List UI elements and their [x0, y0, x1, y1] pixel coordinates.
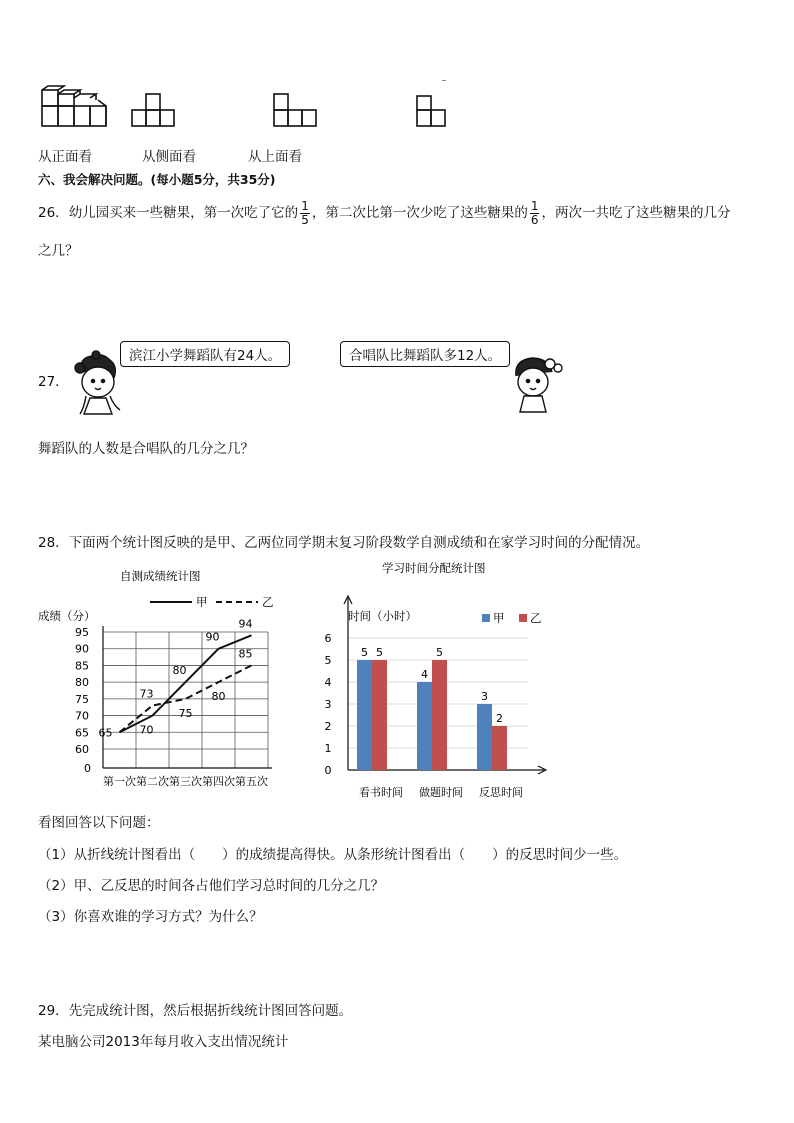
- data-label: 2: [496, 712, 503, 725]
- view-figures: [36, 80, 456, 132]
- bar-yi: [372, 660, 387, 770]
- chart-legend: [150, 595, 274, 609]
- x-tick-label: 第四次: [202, 775, 235, 788]
- question-27-text: 舞蹈队的人数是合唱队的几分之几？: [38, 441, 254, 457]
- question-text: 幼儿园买来一些糖果，第一次吃了它的: [68, 205, 299, 221]
- side-view-label: 从侧面看: [142, 149, 196, 165]
- top-view-label: 从上面看: [248, 149, 302, 165]
- legend-label-jia: 甲: [196, 595, 208, 609]
- y-tick-label: 3: [324, 698, 332, 711]
- legend-label-yi: 乙: [530, 611, 542, 625]
- bar-yi: [432, 660, 447, 770]
- y-tick-label: 5: [324, 654, 332, 667]
- y-tick-label: 0: [324, 764, 332, 777]
- question-29-subtitle: 某电脑公司2013年每月收入支出情况统计: [38, 1034, 289, 1050]
- chart-bars: [357, 660, 507, 770]
- y-tick-label: 6: [324, 632, 332, 645]
- y-tick-label: 4: [324, 676, 332, 689]
- question-26-continued: 之几？: [38, 243, 79, 259]
- fraction-numerator: 1: [530, 198, 539, 213]
- x-tick-label: 第二次: [136, 775, 169, 788]
- y-tick-label: 2: [324, 720, 332, 733]
- x-tick-label: 反思时间: [479, 786, 523, 799]
- line-chart: [36, 562, 306, 794]
- x-tick-label: 看书时间: [359, 786, 403, 799]
- data-label: 73: [139, 687, 154, 701]
- section-heading: 六、我会解决问题。(每小题5分，共35分): [38, 172, 276, 187]
- girl-illustration-right: [506, 352, 564, 414]
- y-tick-label: 60: [75, 743, 89, 756]
- question-28-sub-1: （1）从折线统计图看出（ ）的成绩提高得快。从条形统计图看出（ ）的反思时间少一些。: [38, 847, 628, 863]
- y-tick-label: 0: [84, 762, 91, 775]
- data-labels: [99, 617, 253, 739]
- fraction-one-sixth: [530, 200, 540, 227]
- bar-jia: [417, 682, 432, 770]
- chart-legend: [482, 611, 542, 625]
- y-tick-label: 75: [75, 692, 89, 706]
- data-label: 94: [238, 617, 253, 631]
- legend-swatch-yi: [519, 614, 527, 622]
- y-tick-label: 1: [324, 742, 332, 755]
- speech-bubble-right: 合唱队比舞蹈队多12人。: [340, 341, 510, 367]
- y-axis-label: 时间（小时）: [348, 609, 417, 623]
- data-label: 70: [139, 723, 154, 737]
- x-axis-ticks: [103, 774, 268, 788]
- speech-bubble-left: 滨江小学舞蹈队有24人。: [120, 341, 290, 367]
- question-28-sub-3: （3）你喜欢谁的学习方式？为什么？: [38, 909, 263, 925]
- data-label: 80: [172, 664, 187, 678]
- question-text: ，第二次比第一次少吃了这些糖果的: [311, 205, 528, 221]
- fraction-numerator: 1: [301, 198, 309, 213]
- chart-title: 学习时间分配统计图: [382, 561, 486, 575]
- data-label: 4: [421, 668, 428, 681]
- data-label: 3: [481, 690, 488, 703]
- data-label: 90: [205, 630, 220, 644]
- y-tick-label: 95: [75, 626, 89, 639]
- legend-label-yi: 乙: [262, 595, 274, 609]
- x-axis-ticks: [359, 785, 523, 799]
- question-number: 26．: [38, 205, 69, 221]
- question-text: 先完成统计图，然后根据折线统计图回答问题。: [68, 1003, 353, 1019]
- chart-title: 自测成绩统计图: [120, 569, 201, 583]
- y-tick-label: 65: [75, 726, 89, 740]
- data-label: 85: [238, 647, 253, 661]
- fraction-denominator: 6: [530, 212, 539, 227]
- y-tick-label: 85: [75, 659, 89, 673]
- question-number: 29．: [38, 1003, 69, 1019]
- question-28-prompt: 看图回答以下问题：: [38, 815, 160, 831]
- side-view-figure: [132, 94, 174, 126]
- question-28: [38, 531, 649, 551]
- y-tick-label: 90: [75, 642, 89, 656]
- bar-jia: [357, 660, 372, 770]
- cube-stack-figure: [42, 86, 106, 126]
- question-27-number: 27．: [38, 374, 69, 390]
- x-tick-label: 第一次: [103, 775, 136, 788]
- data-label: 5: [436, 646, 443, 659]
- legend-swatch-jia: [482, 614, 490, 622]
- x-tick-label: 第三次: [169, 775, 202, 788]
- question-text: 下面两个统计图反映的是甲、乙两位同学期末复习阶段数学自测成绩和在家学习时间的分配情况。: [68, 535, 650, 551]
- y-axis-ticks: [325, 632, 332, 777]
- fraction-one-fifth: [300, 200, 310, 227]
- x-tick-label: 做题时间: [419, 786, 463, 799]
- data-label: 65: [98, 726, 113, 740]
- question-text: ，两次一共吃了这些糖果的几分: [541, 205, 731, 221]
- legend-label-jia: 甲: [493, 611, 505, 625]
- data-label: 5: [376, 646, 383, 659]
- question-number: 28．: [38, 535, 69, 551]
- question-26: [38, 198, 730, 228]
- top-view-figure: [274, 94, 316, 126]
- question-28-sub-2: （2）甲、乙反思的时间各占他们学习总时间的几分之几？: [38, 878, 385, 894]
- question-29: [38, 999, 352, 1019]
- option-figure: [417, 96, 445, 126]
- front-view-label: 从正面看: [38, 149, 92, 165]
- bar-yi: [492, 726, 507, 770]
- bar-chart: [316, 556, 556, 800]
- y-axis-ticks: [75, 626, 91, 775]
- y-tick-label: 70: [75, 709, 89, 723]
- y-tick-label: 80: [75, 676, 89, 690]
- data-label: 75: [178, 706, 193, 720]
- data-label: 80: [211, 690, 226, 704]
- bar-jia: [477, 704, 492, 770]
- girl-illustration-left: [68, 350, 128, 416]
- fraction-denominator: 5: [301, 212, 309, 227]
- y-axis-label: 成绩（分）: [38, 609, 96, 623]
- data-label: 5: [361, 646, 368, 659]
- x-tick-label: 第五次: [235, 775, 268, 788]
